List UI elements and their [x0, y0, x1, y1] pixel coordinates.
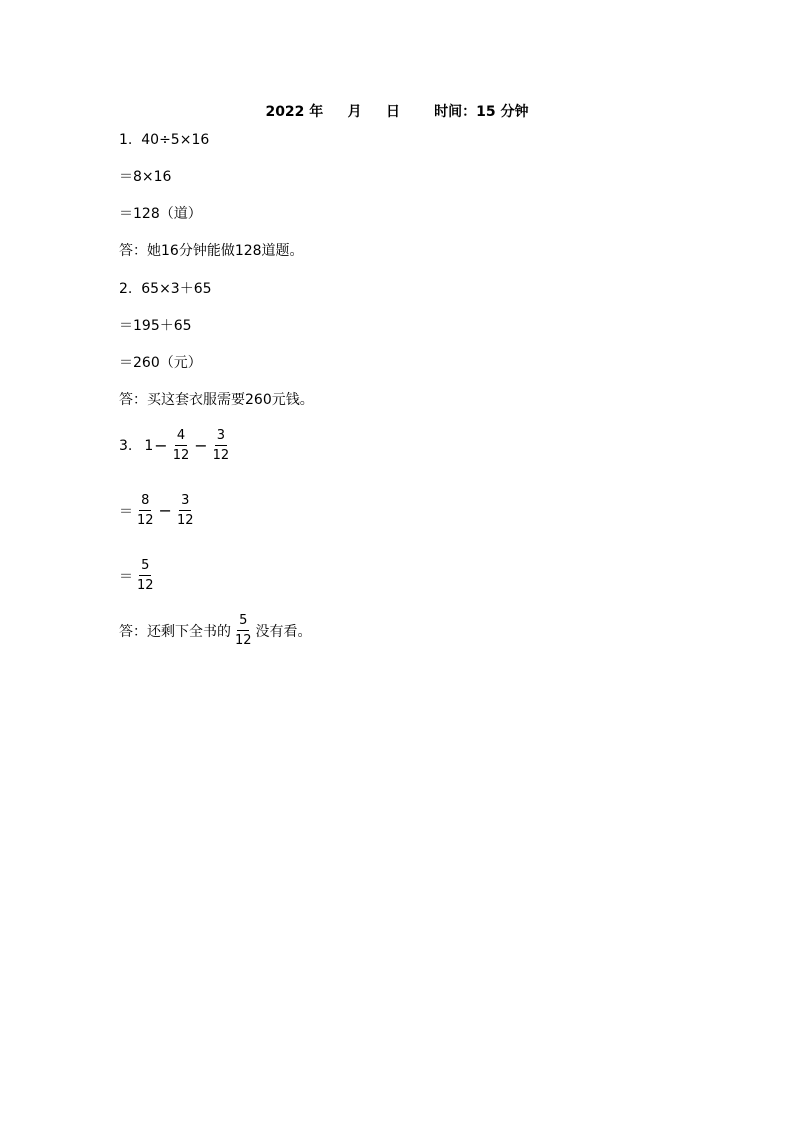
problem3-answer-suffix: 没有看。	[255, 623, 312, 640]
problem2-step2: ＝260（元）	[119, 355, 202, 371]
fraction-numerator: 5	[237, 612, 249, 631]
problem2-answer: 答：买这套衣服需要260元钱。	[119, 392, 314, 408]
problem3-expression	[119, 427, 233, 464]
header-day: 日	[386, 104, 401, 120]
fraction-denominator: 12	[235, 633, 252, 648]
header-time: 时间：15 分钟	[434, 104, 529, 120]
problem2-expression	[119, 279, 212, 299]
fraction-numerator: 5	[139, 557, 151, 576]
fraction-numerator: 3	[215, 427, 227, 446]
problem3-step2-fraction	[135, 557, 156, 594]
problem3-answer	[119, 612, 312, 649]
problem3-step1-fraction-1	[135, 492, 156, 529]
problem3-minus-1: −	[154, 436, 168, 455]
fraction-denominator: 12	[212, 448, 230, 463]
problem3-step1-equals: ＝	[119, 503, 133, 520]
problem3-answer-fraction	[233, 612, 254, 649]
fraction-denominator: 12	[176, 513, 194, 528]
problem3-step1	[119, 492, 198, 529]
problem3-step1-fraction-2	[175, 492, 196, 529]
problem3-step2	[119, 557, 158, 594]
page-header	[0, 101, 794, 121]
problem1-expression	[119, 130, 209, 150]
problem1-answer: 答：她16分钟能做128道题。	[119, 243, 304, 259]
problem1-step2: ＝128（道）	[119, 206, 202, 222]
problem3-lead: 1	[144, 437, 154, 454]
fraction-numerator: 3	[179, 492, 191, 511]
problem1-expr: 40÷5×16	[141, 132, 210, 148]
problem3-minus-2: −	[194, 436, 208, 455]
problem1-step1: ＝8×16	[119, 169, 172, 185]
problem3-answer-prefix: 答：还剩下全书的	[119, 623, 231, 640]
header-month: 月	[347, 104, 362, 120]
problem3-step2-equals: ＝	[119, 568, 133, 585]
fraction-numerator: 8	[139, 492, 151, 511]
problem2-step1: ＝195＋65	[119, 318, 192, 334]
fraction-denominator: 12	[137, 513, 154, 528]
fraction-denominator: 12	[137, 578, 154, 593]
problem2-number: 2.	[119, 281, 133, 297]
header-year: 2022 年	[265, 104, 324, 120]
problem1-number: 1.	[119, 132, 133, 148]
problem3-fraction-1	[171, 427, 192, 464]
fraction-denominator: 12	[172, 448, 190, 463]
problem3-step1-minus: −	[158, 501, 172, 520]
problem3-fraction-2	[211, 427, 232, 464]
problem2-expr: 65×3＋65	[141, 281, 212, 297]
fraction-numerator: 4	[175, 427, 187, 446]
problem3-number: 3.	[119, 437, 133, 454]
